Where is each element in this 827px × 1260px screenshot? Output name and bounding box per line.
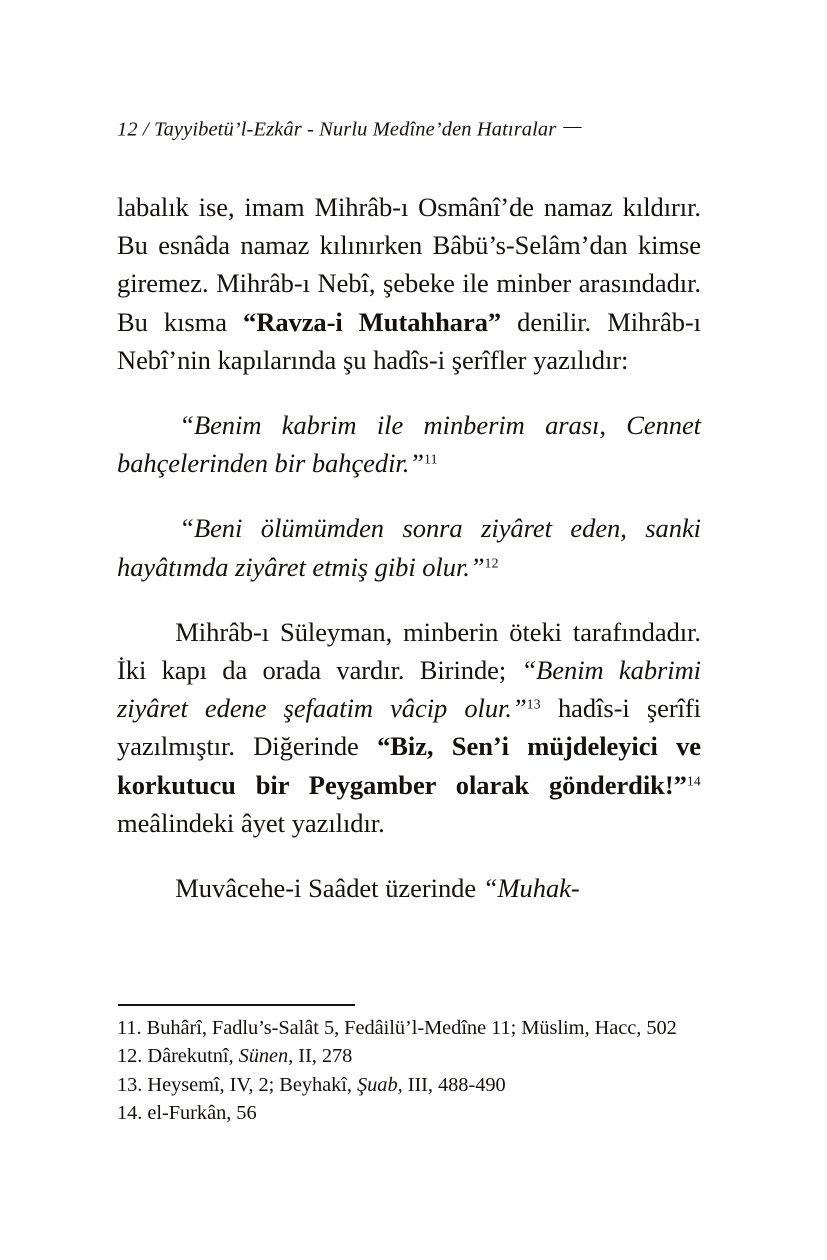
paragraph-1-segment-1: labalık ise, imam Mihrâb-ı Osmânî’de namaz kıldırır. Bu esnâda namaz kılınırken Bâbü’s-Selâm’dan kimse giremez. Mihrâb-ı Nebî, şebeke ile minber arasındadır. Bu kısma [117, 192, 701, 337]
hadith-quote-1-text: “Benim kabrim ile minberim arası, Cennet bahçelerinden bir bahçedir.” [117, 410, 701, 479]
header-em-dash: — [563, 115, 582, 137]
footnote-number: 14. [117, 1102, 143, 1125]
footnote-text-after: II, 278 [293, 1045, 353, 1068]
footnote-text-before: Dârekutnî, [142, 1045, 239, 1068]
body-text-column [117, 188, 701, 907]
paragraph-3-italic-start: “Muhak- [482, 873, 580, 904]
footnote-marker-11: 11 [424, 451, 438, 467]
footnote-separator-rule [118, 1004, 355, 1006]
footnote-item [117, 1014, 703, 1042]
footnote-item [117, 1099, 703, 1127]
footnote-text-before: Heysemî, IV, 2; Beyhakî, [142, 1073, 358, 1096]
paragraph-2-segment-2: hadîs-i şerîfi yazılmıştır. Diğerinde [117, 693, 701, 762]
footnote-item [117, 1071, 703, 1099]
paragraph-3 [117, 869, 701, 907]
footnote-marker-12: 12 [484, 555, 499, 571]
footnote-text-before: Buhârî, Fadlu’s-Salât 5, Fedâilü’l-Medîne 11; Müslim, Hacc, 502 [141, 1017, 677, 1039]
footnote-item [117, 1042, 703, 1070]
footnote-text-before: el-Furkân, 56 [142, 1102, 257, 1125]
footnote-italic-title: Şuab, [357, 1073, 403, 1096]
paragraph-1-segment-2: denilir. Mihrâb-ı Nebî’nin kapılarında şu hadîs-i şerîfler yazılıdır: [117, 306, 701, 375]
hadith-quote-1 [117, 406, 701, 482]
footnote-number: 12. [117, 1045, 143, 1068]
footnote-list [117, 1014, 703, 1128]
hadith-quote-2 [117, 509, 701, 585]
running-header-text: 12 / Tayyibetü’l-Ezkâr - Nurlu Medîne’den Hatıralar [117, 118, 557, 141]
footnote-marker-14: 14 [686, 773, 701, 789]
paragraph-3-segment-1: Muvâcehe-i Saâdet üzerinde [175, 873, 483, 904]
footnote-text-after: III, 488-490 [402, 1073, 506, 1096]
spacer [117, 586, 701, 613]
footnote-number: 11. [117, 1017, 142, 1039]
paragraph-2-segment-3: meâlindeki âyet yazılıdır. [117, 807, 385, 838]
italic-hadith-quote: “Benim kabrimi ziyâret edene şefaatim vâcip olur.” [117, 655, 701, 724]
spacer [117, 482, 701, 509]
paragraph-2-segment-1: Mihrâb-ı Süleyman, minberin öteki tarafındadır. İki kapı da orada vardır. Birinde; [117, 616, 701, 686]
running-header [117, 113, 702, 143]
spacer [117, 842, 701, 869]
footnote-italic-title: Sünen, [238, 1045, 294, 1068]
paragraph-continuation [117, 188, 701, 379]
spacer [117, 379, 701, 406]
bold-term-ravza: “Ravza-i Mutahhara” [243, 306, 502, 337]
footnote-number: 13. [117, 1073, 143, 1096]
hadith-quote-2-text: “Beni ölümümden sonra ziyâret eden, sanki hayâtımda ziyâret etmiş gibi olur.” [117, 513, 701, 582]
paragraph-2 [117, 613, 701, 842]
bold-ayet-quote: “Biz, Sen’i müjdeleyici ve korkutucu bir Peygamber olarak gönderdik!” [117, 731, 701, 800]
footnote-marker-13: 13 [526, 696, 541, 712]
